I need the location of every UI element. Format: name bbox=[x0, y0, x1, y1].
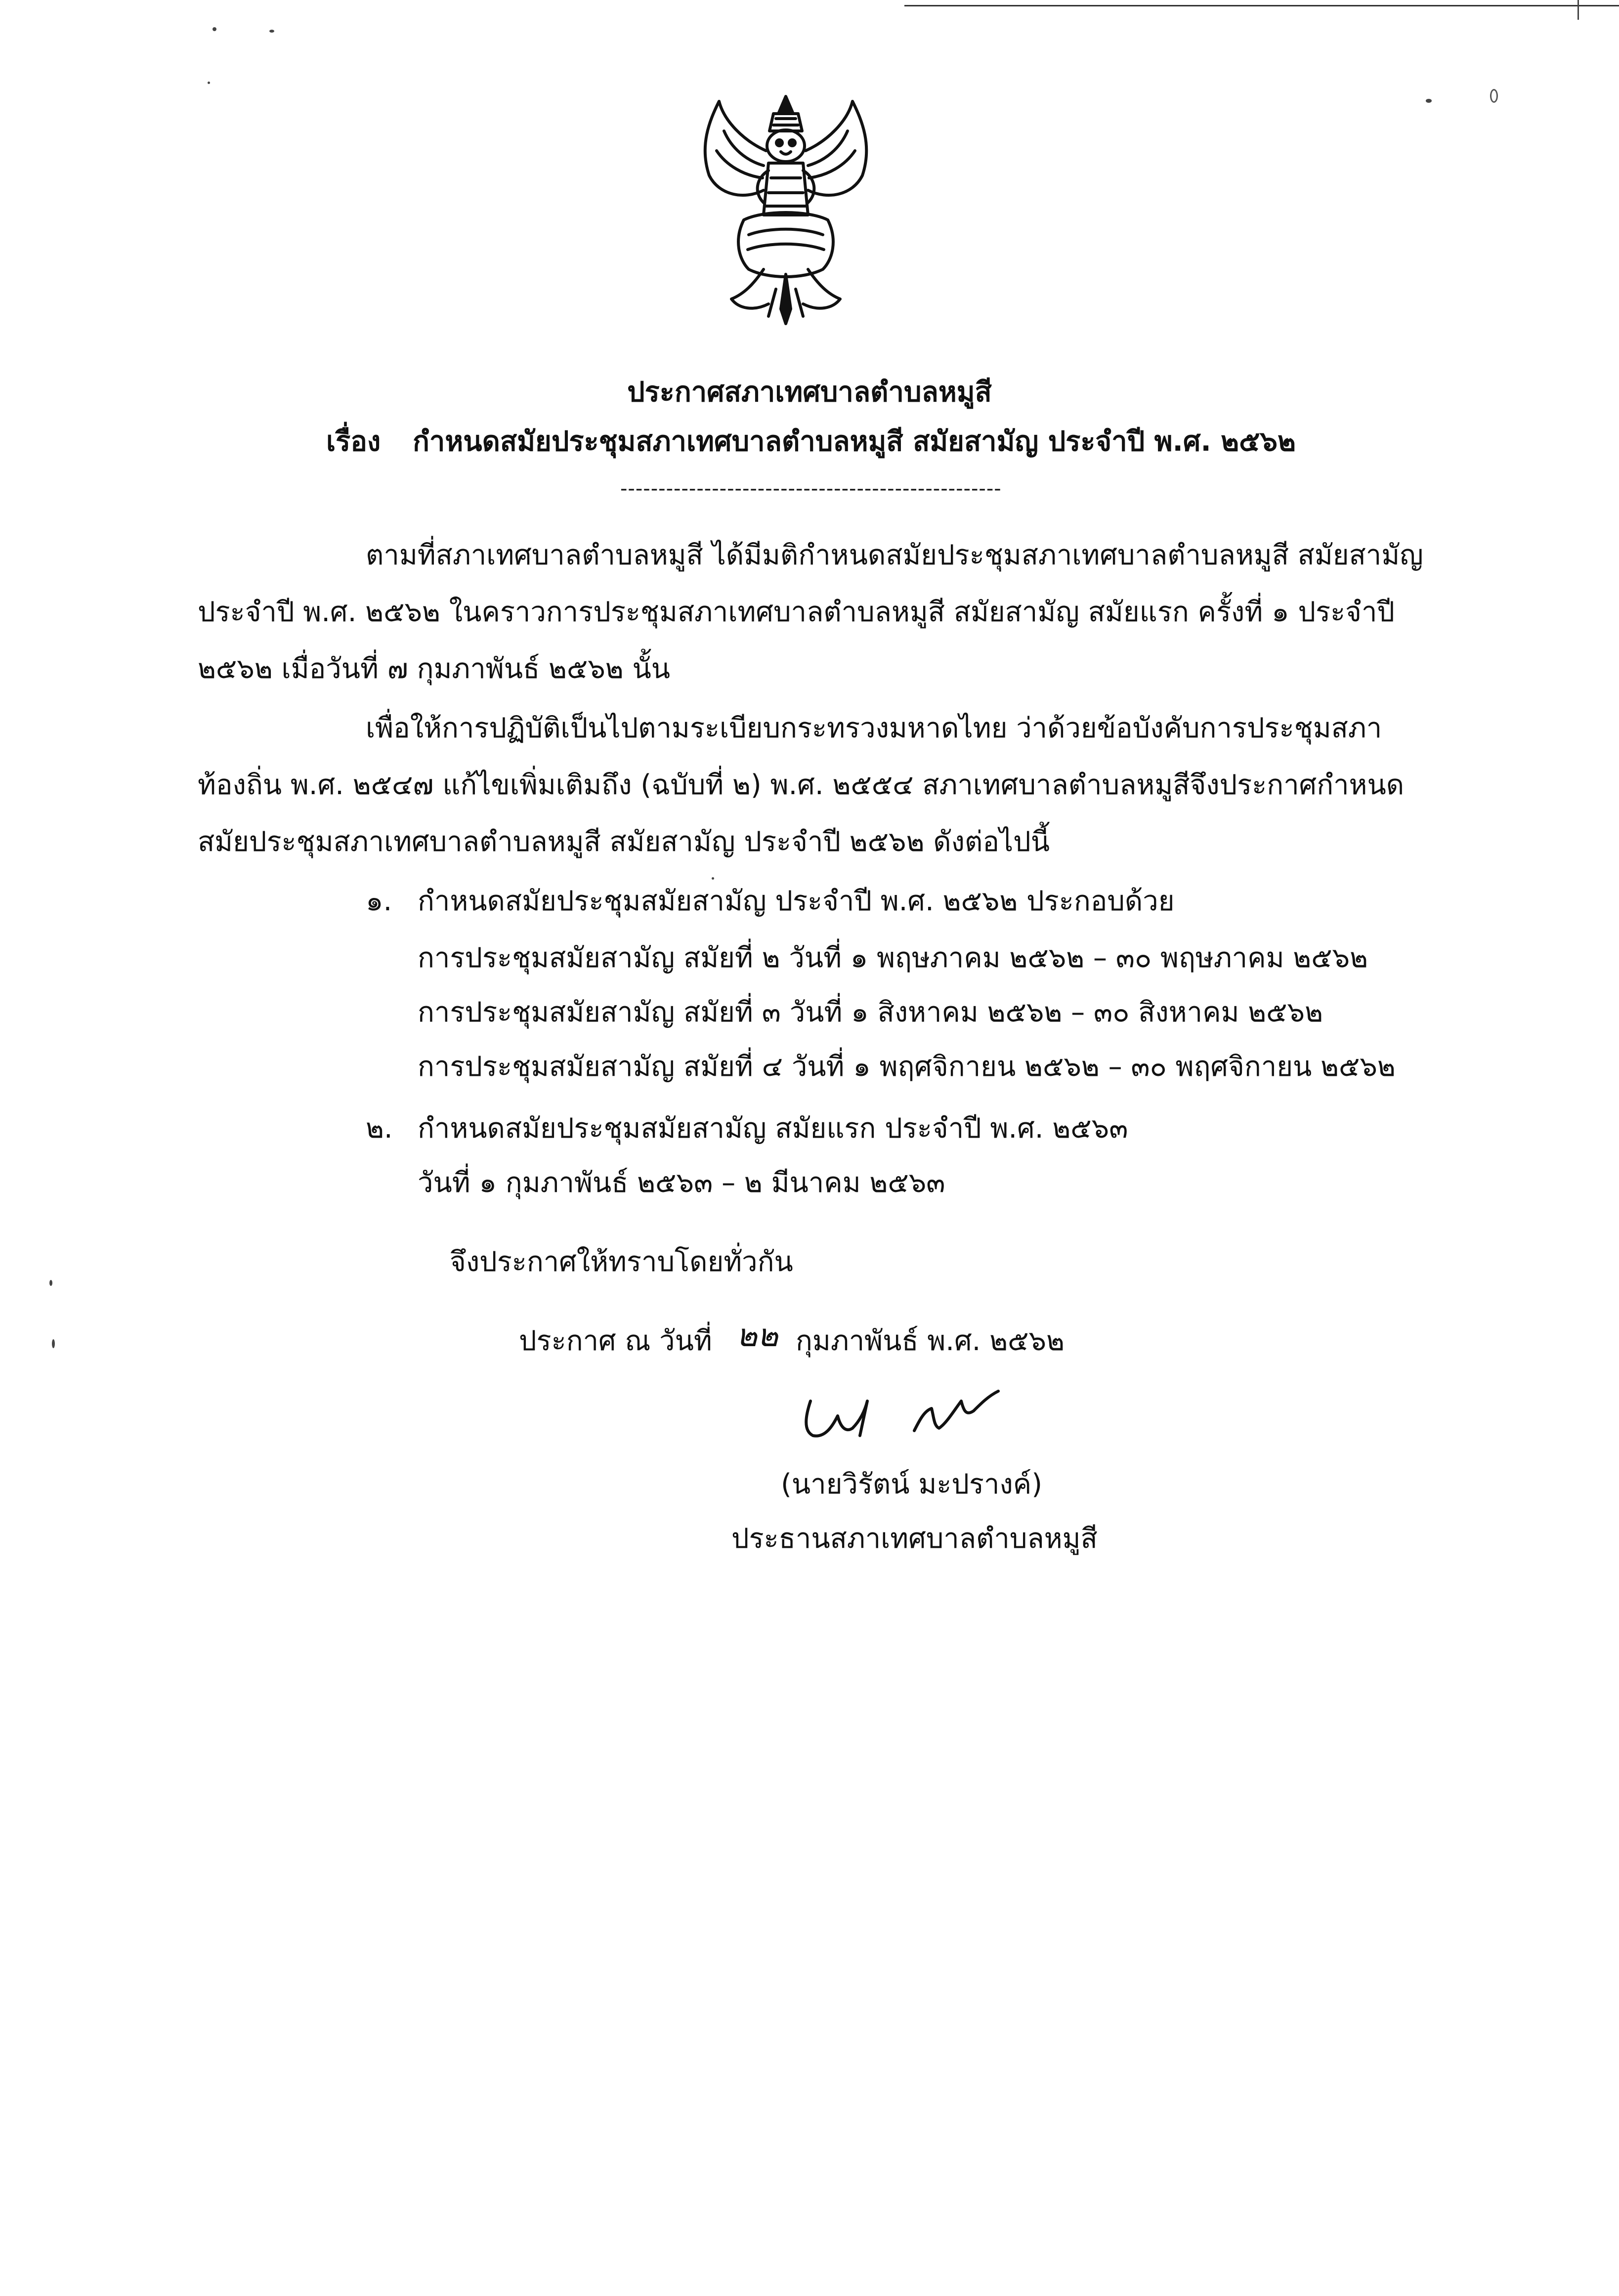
subject-label: เรื่อง bbox=[326, 425, 381, 458]
announcement-title: ประกาศสภาเทศบาลตำบลหมูสี bbox=[627, 376, 992, 408]
scan-edge-line bbox=[904, 5, 1619, 6]
signatory-name: (นายวิรัตน์ มะปรางค์) bbox=[781, 1468, 1043, 1500]
scan-speck bbox=[1426, 99, 1432, 103]
item-2-number: ๒. bbox=[366, 1112, 393, 1145]
paragraph-1-line-1: ตามที่สภาเทศบาลตำบลหมูสี ได้มีมติกำหนดสมัยประชุมสภาเทศบาลตำบลหมูสี สมัยสามัญ bbox=[366, 539, 1423, 571]
title-divider: -------------------------------------------------- bbox=[620, 477, 1002, 500]
date-prefix: ประกาศ ณ วันที่ bbox=[519, 1325, 712, 1357]
date-day-handwritten: ๒๒ bbox=[736, 1318, 778, 1354]
garuda-emblem-icon bbox=[689, 91, 882, 329]
subject-text: กำหนดสมัยประชุมสภาเทศบาลตำบลหมูสี สมัยสามัญ ประจำปี พ.ศ. ๒๕๖๒ bbox=[413, 425, 1296, 458]
paragraph-1-line-2: ประจำปี พ.ศ. ๒๕๖๒ ในคราวการประชุมสภาเทศบาลตำบลหมูสี สมัยสามัญ สมัยแรก ครั้งที่ ๑ ประจำปี bbox=[198, 596, 1395, 628]
paragraph-2-line-3: สมัยประชุมสภาเทศบาลตำบลหมูสี สมัยสามัญ ประจำปี ๒๕๖๒ ดังต่อไปนี้ bbox=[198, 826, 1050, 858]
item-1-heading: กำหนดสมัยประชุมสมัยสามัญ ประจำปี พ.ศ. ๒๕๖๒ ประกอบด้วย bbox=[418, 885, 1175, 917]
handwritten-signature bbox=[791, 1381, 1003, 1450]
scan-edge-mark bbox=[1577, 0, 1579, 20]
item-1-session-2: การประชุมสมัยสามัญ สมัยที่ ๒ วันที่ ๑ พฤษภาคม ๒๕๖๒ – ๓๐ พฤษภาคม ๒๕๖๒ bbox=[418, 942, 1368, 974]
item-1-number: ๑. bbox=[366, 885, 392, 917]
closing-statement: จึงประกาศให้ทราบโดยทั่วกัน bbox=[450, 1246, 793, 1278]
scan-speck bbox=[1490, 89, 1498, 103]
scan-speck bbox=[712, 877, 714, 880]
signatory-position: ประธานสภาเทศบาลตำบลหมูสี bbox=[731, 1523, 1098, 1555]
scan-speck bbox=[49, 1280, 52, 1286]
paragraph-2-line-1: เพื่อให้การปฏิบัติเป็นไปตามระเบียบกระทรวงมหาดไทย ว่าด้วยข้อบังคับการประชุมสภา bbox=[366, 712, 1382, 744]
scan-speck bbox=[213, 27, 216, 31]
scan-speck bbox=[269, 30, 274, 33]
paragraph-1-line-3: ๒๕๖๒ เมื่อวันที่ ๗ กุมภาพันธ์ ๒๕๖๒ นั้น bbox=[198, 653, 671, 685]
item-1-session-3: การประชุมสมัยสามัญ สมัยที่ ๓ วันที่ ๑ สิงหาคม ๒๕๖๒ – ๓๐ สิงหาคม ๒๕๖๒ bbox=[418, 996, 1323, 1028]
item-2-dates: วันที่ ๑ กุมภาพันธ์ ๒๕๖๓ – ๒ มีนาคม ๒๕๖๓ bbox=[418, 1167, 945, 1199]
date-suffix: กุมภาพันธ์ พ.ศ. ๒๕๖๒ bbox=[796, 1325, 1065, 1357]
item-1-session-4: การประชุมสมัยสามัญ สมัยที่ ๔ วันที่ ๑ พฤศจิกายน ๒๕๖๒ – ๓๐ พฤศจิกายน ๒๕๖๒ bbox=[418, 1051, 1396, 1083]
paragraph-2-line-2: ท้องถิ่น พ.ศ. ๒๕๔๗ แก้ไขเพิ่มเติมถึง (ฉบับที่ ๒) พ.ศ. ๒๕๕๔ สภาเทศบาลตำบลหมูสีจึงประกาศกำหนด bbox=[198, 769, 1405, 801]
item-2-heading: กำหนดสมัยประชุมสมัยสามัญ สมัยแรก ประจำปี พ.ศ. ๒๕๖๓ bbox=[418, 1112, 1128, 1145]
scan-speck bbox=[52, 1339, 55, 1348]
scan-speck bbox=[208, 82, 210, 84]
